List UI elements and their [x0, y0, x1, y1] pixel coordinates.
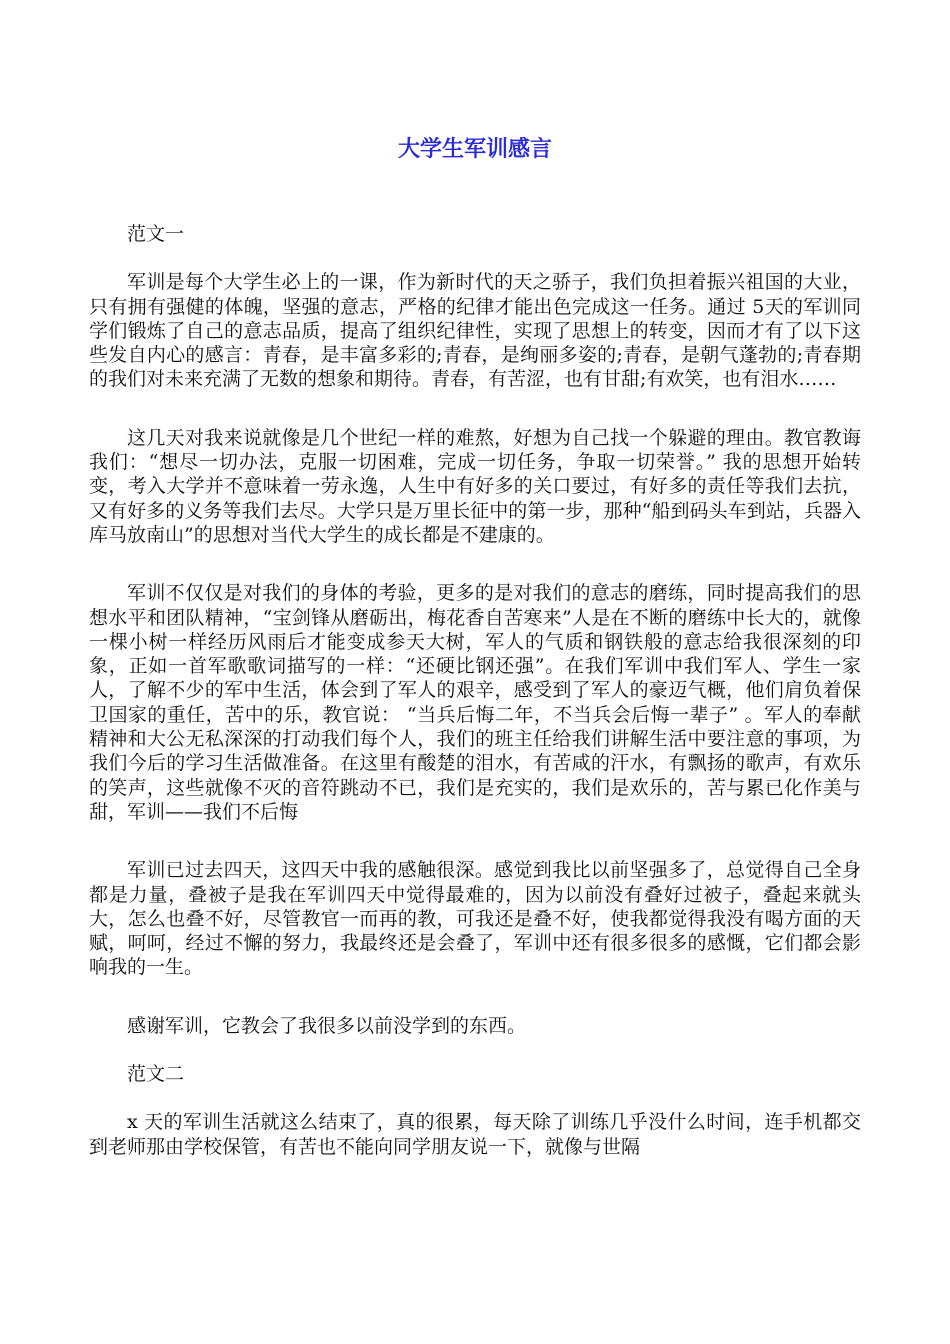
paragraph-1: 军训是每个大学生必上的一课，作为新时代的天之骄子，我们负担着振兴祖国的大业，只有拥有强健的体魄，坚强的意志，严格的纪律才能出色完成这一任务。通过 5天的军训同学们锻炼了自己的意志品质，提高了组织纪律性，实现了思想上的转变，因而才有了以下这些发自内心的感言：青春，是丰富多彩的;青春，是绚丽多姿的;青春，是朝气蓬勃的;青春期的我们对未来充满了无数的想象和期待。青春，有苦涩，也有甘甜;有欢笑，也有泪水…… — [89, 271, 861, 391]
paragraph-2: 这几天对我来说就像是几个世纪一样的难熬，好想为自己找一个躲避的理由。教官教诲我们：“想尽一切办法，克服一切困难，完成一切任务，争取一切荣誉。” 我的思想开始转变，考入大学并不意味着一劳永逸，人生中有好多的关口要过，有好多的责任等我们去抗，又有好多的义务等我们去尽。大学只是万里长征中的第一步，那种“船到码头车到站，兵器入库马放南山”的思想对当代大学生的成长都是不建康的。 — [89, 426, 861, 546]
document-title: 大学生军训感言 — [397, 137, 552, 162]
paragraph-3: 军训不仅仅是对我们的身体的考验，更多的是对我们的意志的磨练，同时提高我们的思想水平和团队精神，“宝剑锋从磨砺出，梅花香自苦寒来”人是在不断的磨练中长大的，就像一棵小树一样经历风雨后才能变成参天大树，军人的气质和钢铁般的意志给我很深刻的印象，正如一首军歌歌词描写的一样：“还硬比钢还强”。在我们军训中我们军人、学生一家人，了解不少的军中生活，体会到了军人的艰辛，感受到了军人的豪迈气概，他们肩负着保卫国家的重任，苦中的乐，教官说： “当兵后悔二年，不当兵会后悔一辈子” 。军人的奉献精神和大公无私深深的打动我们每个人，我们的班主任给我们讲解生活中要注意的事项，为我们今后的学习生活做准备。在这里有酸楚的泪水，有苦咸的汗水，有飘扬的歌声，有欢乐的笑声，这些就像不灭的音符跳动不已，我们是充实的，我们是欢乐的，苦与累已化作美与甜，军训——我们不后悔 — [89, 582, 861, 823]
paragraph-6: x 天的军训生活就这么结束了，真的很累，每天除了训练几乎没什么时间，连手机都交到老师那由学校保管，有苦也不能向同学朋友说一下，就像与世隔 — [89, 1111, 861, 1158]
paragraph-4: 军训已过去四天，这四天中我的感触很深。感觉到我比以前坚强多了，总觉得自己全身都是力量，叠被子是我在军训四天中觉得最难的，因为以前没有叠好过被子，叠起来就头大，怎么也叠不好，尽管教官一而再的教，可我还是叠不好，使我都觉得我没有喝方面的天赋，呵呵，经过不懈的努力，我最终还是会叠了，军训中还有很多很多的感慨，它们都会影响我的一生。 — [89, 859, 861, 979]
document-body — [89, 222, 861, 1193]
section-heading-1: 范文一 — [127, 223, 185, 245]
paragraph-5: 感谢军训，它教会了我很多以前没学到的东西。 — [127, 1014, 527, 1037]
section-heading-2: 范文二 — [127, 1063, 185, 1086]
